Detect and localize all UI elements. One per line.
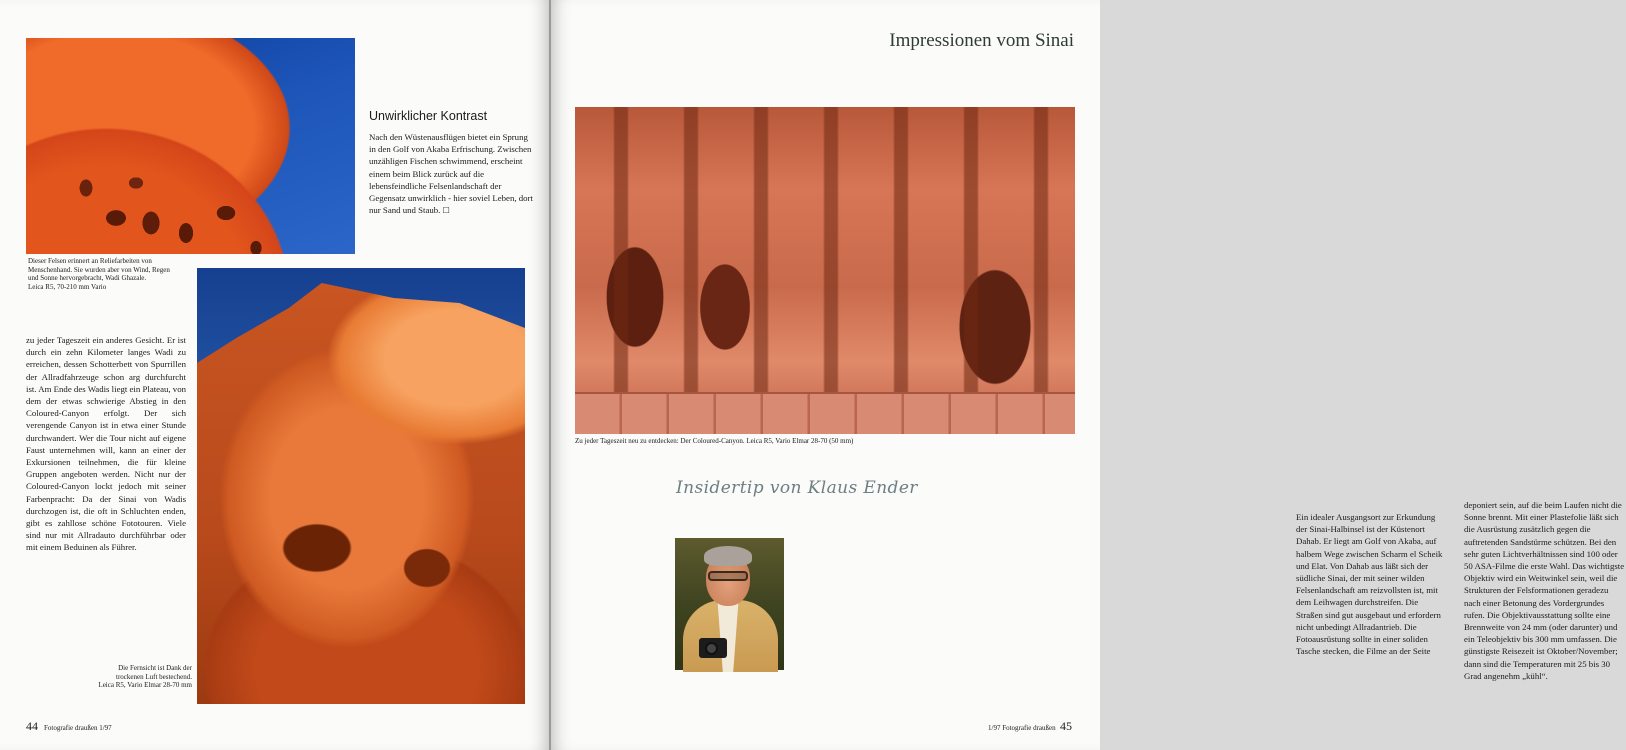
photo-2-caption-text: Die Fernsicht ist Dank der trockenen Luft bestechend. [116, 664, 192, 681]
red-rock-photo [26, 38, 355, 254]
footer-right: 1/97 Fotografie draußen [988, 724, 1056, 732]
section-title: Impressionen vom Sinai [889, 30, 1074, 51]
left-column-text: zu jeder Tageszeit ein anderes Gesicht. Er ist durch ein zehn Kilometer langes Wadi zu erreichen, dessen Schotterbett von Spurrillen der Allradfahrzeuge schon arg durchfurcht ist. Am Ende des Wadis liegt ein Plateau, von dem der etwas schwierige Abstieg in den Coloured-Canyon erfolgt. Der sich verengende Canyon ist in etwa einer Stunde durchwandert. Wer die Tour nicht auf eigene Faust unternehmen will, kann an einer der Exkursionen teilnehmen, die für kleine Gruppen angeboten werden. Nicht nur der Coloured-Canyon lockt jedoch mit seiner Farbenpracht: Da der Sinai von Wadis durchzogen ist, die oft in Schluchten enden, gibt es zahllose schöne Fototouren. Viele sind nur mit Allradauto durchführbar oder mit einem Beduinen als Führer. [26, 335, 186, 553]
right-page [551, 0, 1625, 750]
tip-column-2: deponiert sein, auf die beim Laufen nicht die Sonne brennt. Mit einer Plastefolie läßt sich die Ausrüstung zusätzlich gegen die auftretenden Sandstürme schützen. Bei den sehr guten Lichtverhältnissen sind 100 oder 50 ASA-Filme die erste Wahl. Das wichtigste Objektiv wird ein Weitwinkel sein, weil die Strukturen der Felsformationen geradezu nach einer Betonung des Vordergrundes rufen. Die Objektivausstattung sollte eine Brennweite von 24 mm (oder darunter) und ein Teleobjektiv bis 300 mm umfassen. Die günstigste Reisezeit ist Oktober/November; dann sind die Temperaturen mit 25 bis 30 Grad angenehm „kühl“. [1464, 500, 1625, 681]
sky [197, 268, 525, 368]
photo-2-camera: Leica R5, Vario Elmar 28-70 mm [98, 681, 192, 689]
photo-3-camera: Leica R5, Vario Elmar 28-70 (50 mm) [746, 437, 854, 445]
photo-1-caption-text: Dieser Felsen erinnert an Reliefarbeiten von Menschenhand. Sie wurden aber von Wind, Regen und Sonne hervorgebracht, Wadi Ghazale. [28, 257, 170, 282]
kontrast-text: Nach den Wüstenausflügen bietet ein Sprung in den Golf von Akaba Erfrischung. Zwischen unzähligen Fischen schwimmend, erscheint einem beim Blick zurück auf die lebensfeindliche Felsenlandschaft der Gegensatz unwirklich - hier soviel Leben, dort nur Sand und Staub. [369, 132, 533, 216]
kontrast-paragraph [369, 131, 534, 217]
left-page [0, 0, 549, 750]
portrait-glasses [708, 571, 748, 581]
canyon-photo [197, 268, 525, 704]
page-number-left: 44 [26, 719, 38, 733]
photo-3-caption-text: Zu jeder Tageszeit neu zu entdecken: Der Coloured-Canyon. [575, 437, 745, 445]
photo-2-caption [96, 664, 192, 690]
photo-1-camera: Leica R5, 70-210 mm Vario [28, 282, 107, 291]
rock-base [575, 392, 1075, 434]
portrait-hair [704, 546, 752, 566]
tip-column-1: Ein idealer Ausgangsort zur Erkundung der Sinai-Halbinsel ist der Küstenort Dahab. Er liegt am Golf von Akaba, auf halbem Wege zwischen Scharm el Scheik und Elat. Von Dahab aus läßt sich der südliche Sinai, der mit seiner wilden Felsenlandschaft am reizvollsten ist, mit dem Leihwagen durchstreifen. Die Straßen sind gut ausgebaut und erfordern nicht unbedingt Allradantrieb. Die Fotoausrüstung sollte in einer soliden Tasche stecken, die Filme an der Seite [1296, 512, 1443, 657]
kontrast-heading: Unwirklicher Kontrast [369, 109, 488, 123]
photo-1-caption [28, 257, 178, 291]
portrait-photo [675, 538, 784, 670]
end-mark-icon: ☐ [442, 206, 450, 216]
coloured-canyon-photo [575, 107, 1075, 434]
page-number-right: 45 [1060, 719, 1072, 733]
photo-3-caption [575, 437, 1055, 446]
insider-title: Insidertip von Klaus Ender [676, 478, 918, 498]
portrait-camera-lens [705, 642, 718, 655]
footer-left: Fotografie draußen 1/97 [44, 724, 112, 732]
